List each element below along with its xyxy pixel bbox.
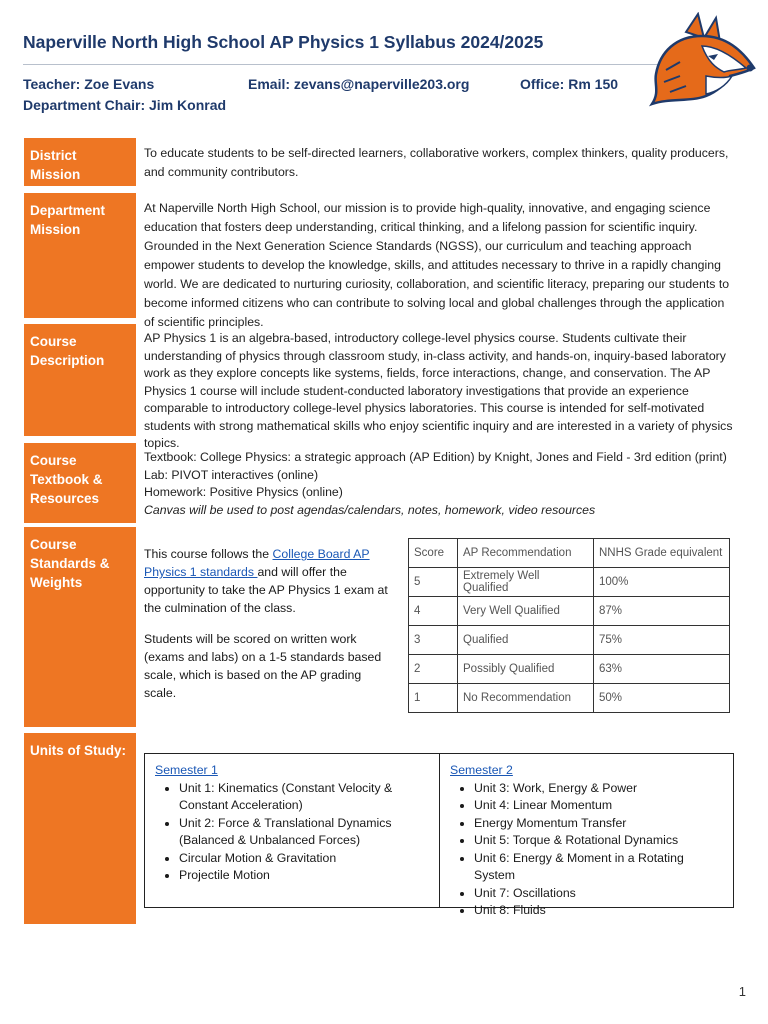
list-item: • Unit 6: Energy & Moment in a Rotating System (474, 850, 723, 885)
course-description-text: AP Physics 1 is an algebra-based, introductory college-level physics course. Students cultivate their understanding of physics through classroom study, in-class activity, and hands-on, inquiry-based laboratory work as they explore concepts like systems, fields, force interactions, change, and conservation. The AP Physics 1 course will include student-conducted laboratory investigations that provide an experience comparable to introductory college-level physics laboratories. This course is intended for self-motivated students with strong mathematical skills who enjoy scientific inquiry and are interested in a variety of physics topics. (144, 331, 733, 450)
grade-table-header (409, 539, 730, 568)
col-score: Score (409, 539, 458, 568)
department-mission-row (24, 193, 736, 329)
textbook-label: Course Textbook & Resources (24, 443, 136, 523)
textbook-row (24, 443, 736, 523)
page-title: Naperville North High School AP Physics 1 Syllabus 2024/2025 (23, 32, 544, 52)
standards-row (24, 527, 736, 727)
list-item: • Unit 2: Force & Translational Dynamics (Balanced & Unbalanced Forces) (179, 815, 429, 850)
list-item: • Unit 5: Torque & Rotational Dynamics (474, 832, 723, 850)
semester-1-list (155, 780, 429, 885)
department-chair: Department Chair: Jim Konrad (23, 97, 227, 113)
district-mission-text: To educate students to be self-directed learners, collaborative workers, complex thinkers, quality producers, and community contributors. (144, 146, 729, 179)
table-row: 2 Possibly Qualified 63% (409, 655, 730, 684)
course-description-row (24, 324, 736, 450)
semester-2-title[interactable]: Semester 2 (450, 763, 513, 777)
list-item: • Unit 3: Work, Energy & Power (474, 780, 723, 798)
col-recommendation: AP Recommendation (458, 539, 594, 568)
college-board-standards-link[interactable]: College Board AP Physics 1 standards (144, 547, 370, 580)
page-number: 1 (738, 984, 746, 999)
units-row (24, 733, 736, 924)
title-divider (23, 64, 663, 65)
lab-line: Lab: PIVOT interactives (online) (144, 467, 319, 482)
list-item: • Unit 8: Fluids (474, 902, 723, 920)
list-item: • Unit 4: Linear Momentum (474, 797, 723, 815)
semester-2-list (450, 780, 723, 920)
list-item: • Unit 1: Kinematics (Constant Velocity & Constant Acceleration) (179, 780, 429, 815)
teacher-name: Teacher: Zoe Evans (23, 76, 155, 92)
department-mission-text: At Naperville North High School, our mission is to provide high-quality, innovative, and engaging science education that fosters deep understanding, critical thinking, and a lifelong passion for scientific inquiry. Grounded in the Next Generation Science Standards (NGSS), our curriculum and teaching approach empower students to develop the knowledge, skills, and attitudes necessary to thrive in a rapidly changing world. We are dedicated to nurturing curiosity, collaboration, and scientific literacy, preparing our students to become informed citizens who can contribute to solving local and global challenges through the application of scientific principles. (144, 201, 730, 329)
canvas-line: Canvas will be used to post agendas/calendars, notes, homework, video resources (144, 502, 596, 517)
standards-label: Course Standards & Weights (24, 527, 136, 727)
textbook-line: Textbook: College Physics: a strategic approach (AP Edition) by Knight, Jones and Field - 3rd edition (print) (144, 450, 727, 464)
semester-2-column (440, 754, 733, 917)
course-description-label: Course Description (24, 324, 136, 436)
grade-table (408, 538, 730, 713)
list-item: • Energy Momentum Transfer (474, 815, 723, 833)
semester-1-title[interactable]: Semester 1 (155, 763, 218, 777)
scoring-text: Students will be scored on written work (exams and labs) on a 1-5 standards based scale, which is based on the AP grading scale. (144, 631, 382, 700)
teacher-email[interactable]: Email: zevans@naperville203.org (248, 76, 470, 92)
list-item: • Projectile Motion (179, 867, 429, 885)
table-row: 4 Very Well Qualified 87% (409, 597, 730, 626)
col-grade: NNHS Grade equivalent (594, 539, 730, 568)
list-item: • Unit 7: Oscillations (474, 885, 723, 903)
standards-text: This course follows the College Board AP Physics 1 standards and will offer the opportunity to take the AP Physics 1 exam at the culmination of the class. Students will be scored on written work (exams and labs) on a 1-5 standards based scale, which is based on the AP grading scale. (144, 533, 394, 714)
district-mission-row (24, 138, 736, 186)
district-mission-label: District Mission (24, 138, 136, 186)
table-row: 5 Extremely Well Qualified 100% (409, 568, 730, 597)
list-item: • Circular Motion & Gravitation (179, 850, 429, 868)
table-row: 1 No Recommendation 50% (409, 684, 730, 713)
department-mission-label: Department Mission (24, 193, 136, 318)
units-label: Units of Study: (24, 733, 136, 924)
homework-line: Homework: Positive Physics (online) (144, 485, 343, 499)
office-room: Office: Rm 150 (520, 76, 619, 92)
semester-1-column (145, 754, 440, 907)
units-box (144, 753, 734, 917)
table-row: 3 Qualified 75% (409, 626, 730, 655)
husky-mascot-icon (646, 12, 758, 112)
